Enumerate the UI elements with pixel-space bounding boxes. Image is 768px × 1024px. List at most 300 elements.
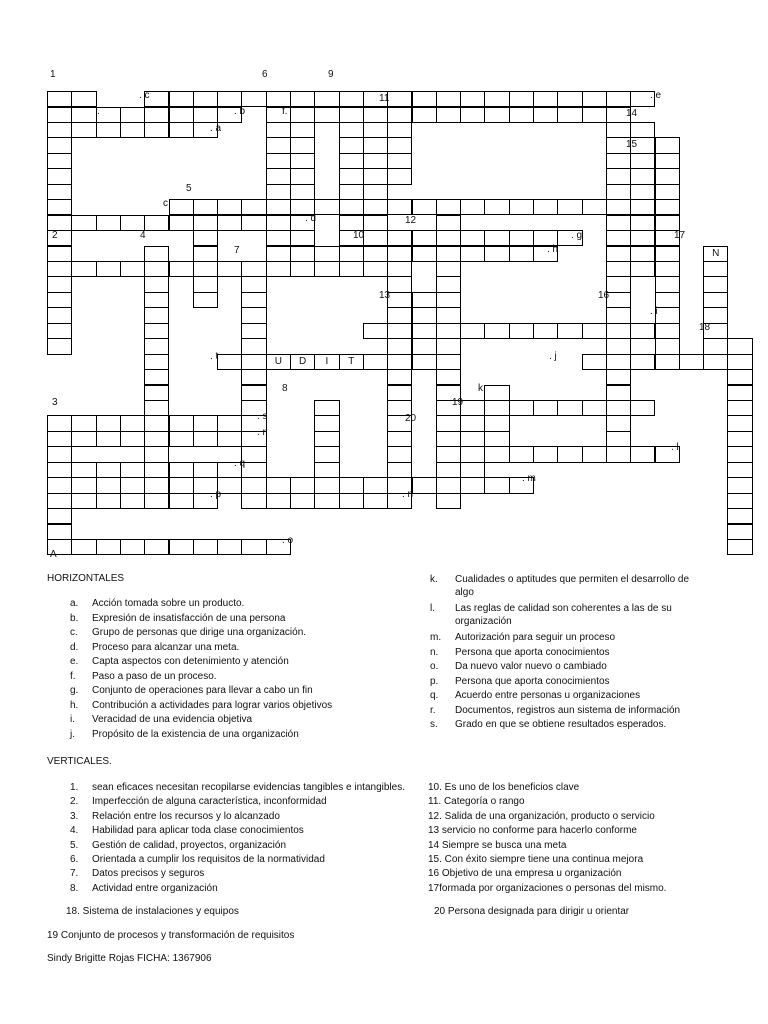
crossword-cell[interactable]: [412, 107, 437, 123]
crossword-cell[interactable]: [47, 122, 72, 138]
crossword-cell[interactable]: [436, 91, 461, 107]
crossword-cell[interactable]: [193, 415, 218, 431]
crossword-cell[interactable]: [582, 323, 607, 339]
crossword-cell[interactable]: [412, 91, 437, 107]
crossword-cell[interactable]: [47, 292, 72, 308]
crossword-cell[interactable]: [460, 246, 485, 262]
crossword-cell[interactable]: [241, 292, 266, 308]
crossword-cell[interactable]: [484, 446, 509, 462]
crossword-cell[interactable]: [387, 246, 412, 262]
crossword-cell[interactable]: [387, 338, 412, 354]
crossword-cell[interactable]: [193, 431, 218, 447]
crossword-cell[interactable]: [314, 400, 339, 416]
crossword-cell[interactable]: [144, 400, 169, 416]
crossword-cell[interactable]: [290, 168, 315, 184]
crossword-cell[interactable]: [47, 153, 72, 169]
crossword-cell[interactable]: [606, 307, 631, 323]
crossword-cell[interactable]: [582, 107, 607, 123]
crossword-cell[interactable]: [120, 215, 145, 231]
crossword-cell[interactable]: [193, 230, 218, 246]
crossword-cell[interactable]: [47, 137, 72, 153]
crossword-cell[interactable]: [509, 446, 534, 462]
crossword-cell[interactable]: [96, 462, 121, 478]
crossword-cell[interactable]: [193, 539, 218, 555]
crossword-cell[interactable]: [193, 107, 218, 123]
crossword-cell[interactable]: [217, 261, 242, 277]
crossword-cell[interactable]: [387, 323, 412, 339]
crossword-cell[interactable]: [436, 462, 461, 478]
crossword-cell[interactable]: [314, 431, 339, 447]
crossword-cell[interactable]: [436, 292, 461, 308]
crossword-cell[interactable]: [436, 338, 461, 354]
crossword-cell[interactable]: [412, 307, 437, 323]
crossword-cell[interactable]: [412, 292, 437, 308]
crossword-cell[interactable]: [533, 199, 558, 215]
crossword-cell[interactable]: [387, 292, 412, 308]
crossword-cell[interactable]: [71, 477, 96, 493]
crossword-cell[interactable]: [144, 215, 169, 231]
crossword-cell[interactable]: [606, 184, 631, 200]
crossword-cell[interactable]: [484, 246, 509, 262]
crossword-cell[interactable]: [460, 446, 485, 462]
crossword-cell[interactable]: [290, 184, 315, 200]
crossword-cell[interactable]: [387, 91, 412, 107]
crossword-cell[interactable]: [727, 354, 752, 370]
crossword-cell[interactable]: [606, 168, 631, 184]
crossword-cell[interactable]: [120, 539, 145, 555]
crossword-cell[interactable]: [606, 91, 631, 107]
crossword-cell[interactable]: [47, 477, 72, 493]
crossword-cell[interactable]: [193, 276, 218, 292]
crossword-cell[interactable]: [169, 122, 194, 138]
crossword-cell[interactable]: [339, 107, 364, 123]
crossword-cell[interactable]: [727, 400, 752, 416]
crossword-cell[interactable]: [606, 338, 631, 354]
crossword-cell[interactable]: [144, 276, 169, 292]
crossword-cell[interactable]: [144, 462, 169, 478]
crossword-cell[interactable]: [727, 415, 752, 431]
crossword-cell[interactable]: [630, 230, 655, 246]
crossword-cell[interactable]: [47, 431, 72, 447]
crossword-cell[interactable]: [606, 292, 631, 308]
crossword-cell[interactable]: [47, 230, 72, 246]
crossword-cell[interactable]: [630, 215, 655, 231]
crossword-cell[interactable]: [436, 246, 461, 262]
crossword-cell[interactable]: [363, 477, 388, 493]
crossword-cell[interactable]: [120, 261, 145, 277]
crossword-cell[interactable]: [169, 107, 194, 123]
crossword-cell[interactable]: [314, 415, 339, 431]
crossword-cell[interactable]: [266, 184, 291, 200]
crossword-cell[interactable]: [557, 199, 582, 215]
crossword-cell[interactable]: [96, 415, 121, 431]
crossword-cell[interactable]: [266, 137, 291, 153]
crossword-cell[interactable]: [71, 91, 96, 107]
crossword-cell[interactable]: [47, 446, 72, 462]
crossword-cell[interactable]: [509, 199, 534, 215]
crossword-cell[interactable]: [412, 477, 437, 493]
crossword-cell[interactable]: [339, 122, 364, 138]
crossword-cell[interactable]: [47, 261, 72, 277]
crossword-cell[interactable]: [557, 400, 582, 416]
crossword-cell[interactable]: [120, 431, 145, 447]
crossword-cell[interactable]: [266, 199, 291, 215]
crossword-cell[interactable]: [436, 369, 461, 385]
crossword-cell[interactable]: [703, 354, 728, 370]
crossword-cell[interactable]: [606, 230, 631, 246]
crossword-cell[interactable]: [71, 462, 96, 478]
crossword-cell[interactable]: [169, 493, 194, 509]
crossword-cell[interactable]: [241, 385, 266, 401]
crossword-cell[interactable]: [387, 446, 412, 462]
crossword-cell[interactable]: [387, 230, 412, 246]
crossword-cell[interactable]: [144, 415, 169, 431]
crossword-cell[interactable]: [727, 462, 752, 478]
crossword-cell[interactable]: [460, 199, 485, 215]
crossword-cell[interactable]: [557, 446, 582, 462]
crossword-cell[interactable]: [412, 338, 437, 354]
crossword-cell[interactable]: [582, 91, 607, 107]
crossword-cell[interactable]: [217, 354, 242, 370]
crossword-cell[interactable]: [606, 246, 631, 262]
crossword-cell[interactable]: [193, 199, 218, 215]
crossword-cell[interactable]: [655, 184, 680, 200]
crossword-cell[interactable]: [387, 137, 412, 153]
crossword-cell[interactable]: [47, 493, 72, 509]
crossword-cell[interactable]: [460, 462, 485, 478]
crossword-cell[interactable]: [241, 338, 266, 354]
crossword-cell[interactable]: [387, 261, 412, 277]
crossword-cell[interactable]: [96, 493, 121, 509]
crossword-cell[interactable]: [582, 446, 607, 462]
crossword-cell[interactable]: [314, 91, 339, 107]
crossword-cell[interactable]: [582, 354, 607, 370]
crossword-cell[interactable]: [509, 91, 534, 107]
crossword-cell[interactable]: [169, 539, 194, 555]
crossword-cell[interactable]: [144, 354, 169, 370]
crossword-cell[interactable]: [96, 431, 121, 447]
crossword-cell[interactable]: [655, 261, 680, 277]
crossword-cell[interactable]: [679, 354, 704, 370]
crossword-cell[interactable]: [655, 276, 680, 292]
crossword-cell[interactable]: [630, 199, 655, 215]
crossword-cell[interactable]: [533, 107, 558, 123]
crossword-cell[interactable]: [655, 153, 680, 169]
crossword-cell[interactable]: [363, 199, 388, 215]
crossword-cell[interactable]: [727, 524, 752, 540]
crossword-cell[interactable]: [290, 153, 315, 169]
crossword-cell[interactable]: [363, 137, 388, 153]
crossword-cell[interactable]: [436, 215, 461, 231]
crossword-cell[interactable]: [169, 199, 194, 215]
crossword-cell[interactable]: [71, 122, 96, 138]
crossword-cell[interactable]: [144, 431, 169, 447]
crossword-cell[interactable]: [217, 199, 242, 215]
crossword-cell[interactable]: [266, 215, 291, 231]
crossword-cell[interactable]: [533, 91, 558, 107]
crossword-cell[interactable]: [193, 215, 218, 231]
crossword-cell[interactable]: [96, 215, 121, 231]
crossword-cell[interactable]: [484, 477, 509, 493]
crossword-cell[interactable]: [47, 524, 72, 540]
crossword-cell[interactable]: [630, 122, 655, 138]
crossword-cell[interactable]: [96, 261, 121, 277]
crossword-cell[interactable]: [630, 246, 655, 262]
crossword-cell[interactable]: [606, 261, 631, 277]
crossword-cell[interactable]: [241, 91, 266, 107]
crossword-cell[interactable]: [47, 215, 72, 231]
crossword-cell[interactable]: [606, 415, 631, 431]
crossword-cell[interactable]: [290, 230, 315, 246]
crossword-cell[interactable]: [339, 246, 364, 262]
crossword-cell[interactable]: [363, 246, 388, 262]
crossword-cell[interactable]: [314, 462, 339, 478]
crossword-cell[interactable]: [387, 276, 412, 292]
crossword-cell[interactable]: [460, 431, 485, 447]
crossword-cell[interactable]: [193, 462, 218, 478]
crossword-cell[interactable]: [436, 261, 461, 277]
crossword-cell[interactable]: [241, 276, 266, 292]
crossword-cell[interactable]: [241, 539, 266, 555]
crossword-cell[interactable]: T: [339, 354, 364, 370]
crossword-cell[interactable]: [314, 107, 339, 123]
crossword-cell[interactable]: [169, 91, 194, 107]
crossword-cell[interactable]: [606, 400, 631, 416]
crossword-cell[interactable]: [193, 261, 218, 277]
crossword-cell[interactable]: [169, 215, 194, 231]
crossword-cell[interactable]: [266, 246, 291, 262]
crossword-cell[interactable]: [606, 354, 631, 370]
crossword-cell[interactable]: [47, 91, 72, 107]
crossword-cell[interactable]: [655, 137, 680, 153]
crossword-cell[interactable]: [363, 184, 388, 200]
crossword-cell[interactable]: [290, 477, 315, 493]
crossword-cell[interactable]: [96, 539, 121, 555]
crossword-cell[interactable]: [630, 446, 655, 462]
crossword-cell[interactable]: [387, 107, 412, 123]
crossword-cell[interactable]: [144, 477, 169, 493]
crossword-cell[interactable]: [193, 246, 218, 262]
crossword-cell[interactable]: [387, 385, 412, 401]
crossword-cell[interactable]: [47, 415, 72, 431]
crossword-cell[interactable]: [363, 323, 388, 339]
crossword-cell[interactable]: [290, 122, 315, 138]
crossword-cell[interactable]: [120, 493, 145, 509]
crossword-cell[interactable]: [412, 354, 437, 370]
crossword-cell[interactable]: [727, 369, 752, 385]
crossword-cell[interactable]: [387, 168, 412, 184]
crossword-cell[interactable]: [71, 539, 96, 555]
crossword-cell[interactable]: [509, 246, 534, 262]
crossword-cell[interactable]: [314, 446, 339, 462]
crossword-cell[interactable]: [47, 462, 72, 478]
crossword-cell[interactable]: [120, 107, 145, 123]
crossword-cell[interactable]: [412, 230, 437, 246]
crossword-cell[interactable]: [703, 338, 728, 354]
crossword-cell[interactable]: [484, 199, 509, 215]
crossword-cell[interactable]: [630, 153, 655, 169]
crossword-cell[interactable]: [266, 91, 291, 107]
crossword-cell[interactable]: [436, 493, 461, 509]
crossword-cell[interactable]: [460, 400, 485, 416]
crossword-cell[interactable]: [509, 400, 534, 416]
crossword-cell[interactable]: [71, 493, 96, 509]
crossword-cell[interactable]: [339, 184, 364, 200]
crossword-cell[interactable]: [96, 477, 121, 493]
crossword-cell[interactable]: N: [703, 246, 728, 262]
crossword-cell[interactable]: [436, 323, 461, 339]
crossword-cell[interactable]: [460, 107, 485, 123]
crossword-cell[interactable]: [533, 323, 558, 339]
crossword-cell[interactable]: [727, 446, 752, 462]
crossword-cell[interactable]: [606, 276, 631, 292]
crossword-cell[interactable]: [193, 91, 218, 107]
crossword-cell[interactable]: [727, 338, 752, 354]
crossword-cell[interactable]: [339, 91, 364, 107]
crossword-cell[interactable]: [363, 153, 388, 169]
crossword-cell[interactable]: [412, 199, 437, 215]
crossword-cell[interactable]: [363, 122, 388, 138]
crossword-cell[interactable]: [339, 477, 364, 493]
crossword-cell[interactable]: [606, 199, 631, 215]
crossword-cell[interactable]: [363, 354, 388, 370]
crossword-cell[interactable]: [484, 230, 509, 246]
crossword-cell[interactable]: [144, 292, 169, 308]
crossword-cell[interactable]: [144, 385, 169, 401]
crossword-cell[interactable]: [655, 246, 680, 262]
crossword-cell[interactable]: [436, 199, 461, 215]
crossword-cell[interactable]: [363, 261, 388, 277]
crossword-cell[interactable]: [655, 354, 680, 370]
crossword-cell[interactable]: [630, 168, 655, 184]
crossword-cell[interactable]: [460, 230, 485, 246]
crossword-cell[interactable]: [533, 400, 558, 416]
crossword-cell[interactable]: [314, 477, 339, 493]
crossword-cell[interactable]: [363, 168, 388, 184]
crossword-cell[interactable]: [363, 230, 388, 246]
crossword-cell[interactable]: [47, 508, 72, 524]
crossword-cell[interactable]: [144, 493, 169, 509]
crossword-cell[interactable]: [314, 199, 339, 215]
crossword-cell[interactable]: [314, 246, 339, 262]
crossword-cell[interactable]: [727, 539, 752, 555]
crossword-cell[interactable]: [606, 431, 631, 447]
crossword-cell[interactable]: [606, 153, 631, 169]
crossword-cell[interactable]: [630, 323, 655, 339]
crossword-cell[interactable]: [144, 323, 169, 339]
crossword-cell[interactable]: [47, 323, 72, 339]
crossword-cell[interactable]: [339, 215, 364, 231]
crossword-cell[interactable]: [217, 539, 242, 555]
crossword-cell[interactable]: U: [266, 354, 291, 370]
crossword-cell[interactable]: [241, 215, 266, 231]
crossword-cell[interactable]: [703, 276, 728, 292]
crossword-cell[interactable]: [241, 493, 266, 509]
crossword-cell[interactable]: [266, 261, 291, 277]
crossword-cell[interactable]: [630, 261, 655, 277]
crossword-cell[interactable]: [387, 122, 412, 138]
crossword-cell[interactable]: [703, 292, 728, 308]
crossword-cell[interactable]: [606, 385, 631, 401]
crossword-cell[interactable]: [630, 184, 655, 200]
crossword-cell[interactable]: [47, 199, 72, 215]
crossword-cell[interactable]: [606, 323, 631, 339]
crossword-cell[interactable]: [314, 261, 339, 277]
crossword-cell[interactable]: [655, 168, 680, 184]
crossword-cell[interactable]: [144, 307, 169, 323]
crossword-cell[interactable]: [727, 477, 752, 493]
crossword-cell[interactable]: [47, 168, 72, 184]
crossword-cell[interactable]: [655, 199, 680, 215]
crossword-cell[interactable]: [655, 323, 680, 339]
crossword-cell[interactable]: [484, 323, 509, 339]
crossword-cell[interactable]: [241, 446, 266, 462]
crossword-cell[interactable]: [484, 431, 509, 447]
crossword-cell[interactable]: [266, 122, 291, 138]
crossword-cell[interactable]: [169, 462, 194, 478]
crossword-cell[interactable]: [169, 477, 194, 493]
crossword-cell[interactable]: I: [314, 354, 339, 370]
crossword-cell[interactable]: [412, 246, 437, 262]
crossword-cell[interactable]: [655, 292, 680, 308]
crossword-cell[interactable]: [71, 261, 96, 277]
crossword-cell[interactable]: [169, 415, 194, 431]
crossword-cell[interactable]: [241, 323, 266, 339]
crossword-cell[interactable]: [582, 199, 607, 215]
crossword-cell[interactable]: [47, 338, 72, 354]
crossword-cell[interactable]: [290, 493, 315, 509]
crossword-cell[interactable]: [436, 446, 461, 462]
crossword-cell[interactable]: [509, 323, 534, 339]
crossword-cell[interactable]: [120, 415, 145, 431]
crossword-cell[interactable]: [484, 91, 509, 107]
crossword-cell[interactable]: [436, 276, 461, 292]
crossword-cell[interactable]: [217, 91, 242, 107]
crossword-cell[interactable]: [217, 215, 242, 231]
crossword-cell[interactable]: [387, 462, 412, 478]
crossword-cell[interactable]: [436, 107, 461, 123]
crossword-cell[interactable]: [217, 415, 242, 431]
crossword-cell[interactable]: [120, 122, 145, 138]
crossword-cell[interactable]: [436, 230, 461, 246]
crossword-cell[interactable]: [144, 539, 169, 555]
crossword-cell[interactable]: [169, 431, 194, 447]
crossword-cell[interactable]: [169, 261, 194, 277]
crossword-cell[interactable]: [47, 307, 72, 323]
crossword-cell[interactable]: [144, 369, 169, 385]
crossword-cell[interactable]: [727, 431, 752, 447]
crossword-cell[interactable]: [193, 292, 218, 308]
crossword-cell[interactable]: [655, 338, 680, 354]
crossword-cell[interactable]: [387, 431, 412, 447]
crossword-cell[interactable]: [363, 493, 388, 509]
crossword-cell[interactable]: [144, 246, 169, 262]
crossword-cell[interactable]: [363, 215, 388, 231]
crossword-cell[interactable]: [266, 153, 291, 169]
crossword-cell[interactable]: [339, 261, 364, 277]
crossword-cell[interactable]: [290, 137, 315, 153]
crossword-cell[interactable]: [339, 153, 364, 169]
crossword-cell[interactable]: [144, 338, 169, 354]
crossword-cell[interactable]: [606, 446, 631, 462]
crossword-cell[interactable]: [266, 230, 291, 246]
crossword-cell[interactable]: [436, 477, 461, 493]
crossword-cell[interactable]: [217, 431, 242, 447]
crossword-cell[interactable]: [71, 107, 96, 123]
crossword-cell[interactable]: [241, 369, 266, 385]
crossword-cell[interactable]: [387, 307, 412, 323]
crossword-cell[interactable]: [412, 323, 437, 339]
